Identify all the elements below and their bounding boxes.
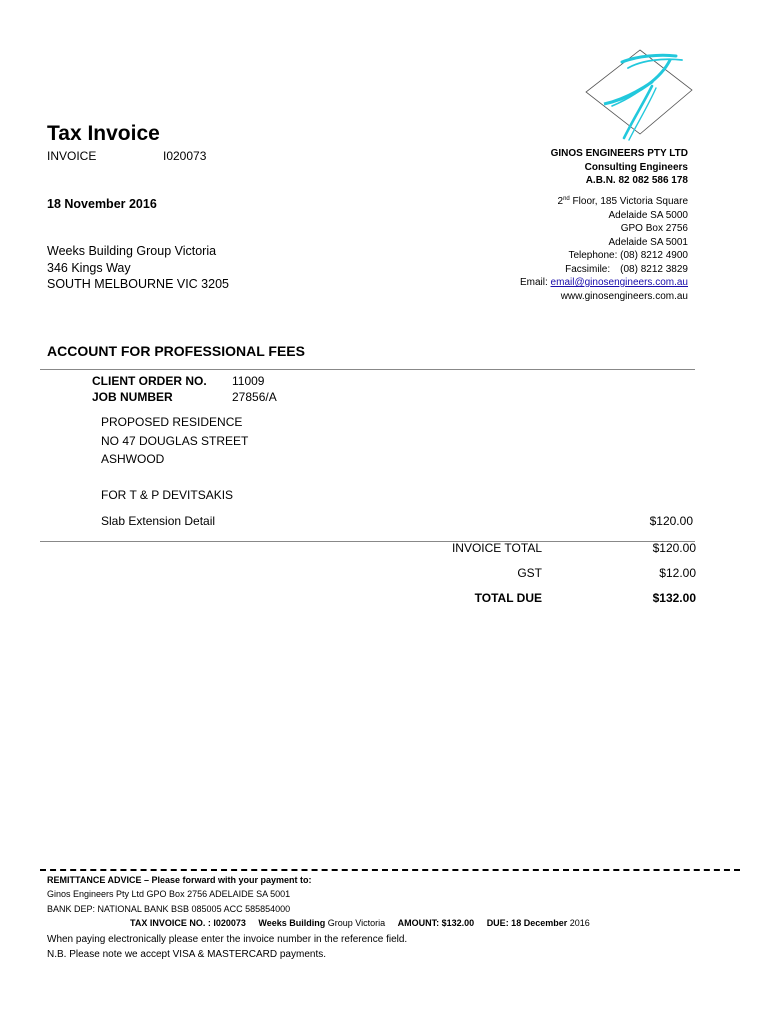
- job-number-value: 27856/A: [232, 390, 277, 404]
- client-order-label: CLIENT ORDER NO.: [92, 374, 207, 388]
- account-heading: ACCOUNT FOR PROFESSIONAL FEES: [47, 343, 305, 359]
- ref-client-bold: Weeks Building: [258, 918, 326, 928]
- email-link[interactable]: email@ginosengineers.com.au: [550, 277, 688, 288]
- line-item-description: Slab Extension Detail: [101, 514, 216, 528]
- facsimile-line: Facsimile: (08) 8212 3829: [565, 263, 688, 275]
- address-line-3: GPO Box 2756: [620, 223, 688, 234]
- client-address: [47, 243, 229, 293]
- company-header: [551, 147, 688, 188]
- ref-client-rest: Group Victoria: [325, 918, 386, 928]
- line-item-amount: $120.00: [649, 514, 693, 528]
- remittance-address: Ginos Engineers Pty Ltd GPO Box 2756 ADELAIDE SA 5001: [47, 889, 291, 899]
- remittance-reference: [130, 918, 590, 928]
- for-client-line: FOR T & P DEVITSAKIS: [101, 488, 234, 502]
- invoice-total-label: INVOICE TOTAL: [451, 541, 542, 555]
- invoice-total-amount: $120.00: [652, 541, 696, 555]
- ref-invoice: TAX INVOICE NO. : I020073: [130, 918, 246, 928]
- project-line-2: NO 47 DOUGLAS STREET: [101, 433, 249, 448]
- address-line-2: Adelaide SA 5000: [608, 209, 688, 221]
- tear-off-line: [40, 869, 740, 871]
- company-address: [520, 195, 688, 303]
- job-number-label: JOB NUMBER: [92, 390, 173, 404]
- company-logo: [582, 46, 694, 142]
- gst-label: GST: [517, 566, 542, 580]
- invoice-number: I020073: [163, 149, 207, 163]
- website: www.ginosengineers.com.au: [560, 290, 688, 302]
- invoice-date: 18 November 2016: [47, 197, 157, 211]
- divider-top: [40, 369, 695, 370]
- ref-due: DUE: 18 December: [486, 918, 568, 928]
- client-name: Weeks Building Group Victoria: [47, 244, 217, 258]
- remittance-bank: BANK DEP: NATIONAL BANK BSB 085005 ACC 585854000: [47, 904, 291, 914]
- total-due-label: TOTAL DUE: [474, 591, 542, 605]
- total-due-amount: $132.00: [652, 591, 696, 605]
- company-name: GINOS ENGINEERS PTY LTD: [550, 148, 688, 159]
- ref-due-year: 2016: [567, 918, 590, 928]
- payment-note: When paying electronically please enter the invoice number in the reference field.: [47, 934, 408, 945]
- project-line-3: ASHWOOD: [101, 452, 165, 466]
- ref-amount: AMOUNT: $132.00: [397, 918, 475, 928]
- client-order-value: 11009: [232, 374, 265, 388]
- gst-amount: $12.00: [659, 566, 696, 580]
- company-abn: A.B.N. 82 082 586 178: [585, 175, 688, 186]
- client-street: 346 Kings Way: [47, 260, 131, 275]
- divider-totals: [40, 541, 695, 542]
- project-line-1: PROPOSED RESIDENCE: [101, 415, 243, 429]
- address-line-4: Adelaide SA 5001: [608, 236, 688, 248]
- project-description: [101, 413, 248, 469]
- company-subtitle: Consulting Engineers: [584, 161, 688, 173]
- invoice-label: INVOICE: [47, 149, 97, 163]
- card-note: N.B. Please note we accept VISA & MASTERCARD payments.: [47, 949, 327, 960]
- email-line: Email: email@ginosengineers.com.au: [519, 277, 688, 288]
- document-title: Tax Invoice: [47, 122, 160, 145]
- telephone-line: Telephone: (08) 8212 4900: [568, 250, 688, 261]
- client-city: SOUTH MELBOURNE VIC 3205: [47, 277, 229, 291]
- remittance-heading: REMITTANCE ADVICE – Please forward with your payment to:: [47, 875, 312, 885]
- address-line-1: 2nd Floor, 185 Victoria Square: [557, 196, 688, 207]
